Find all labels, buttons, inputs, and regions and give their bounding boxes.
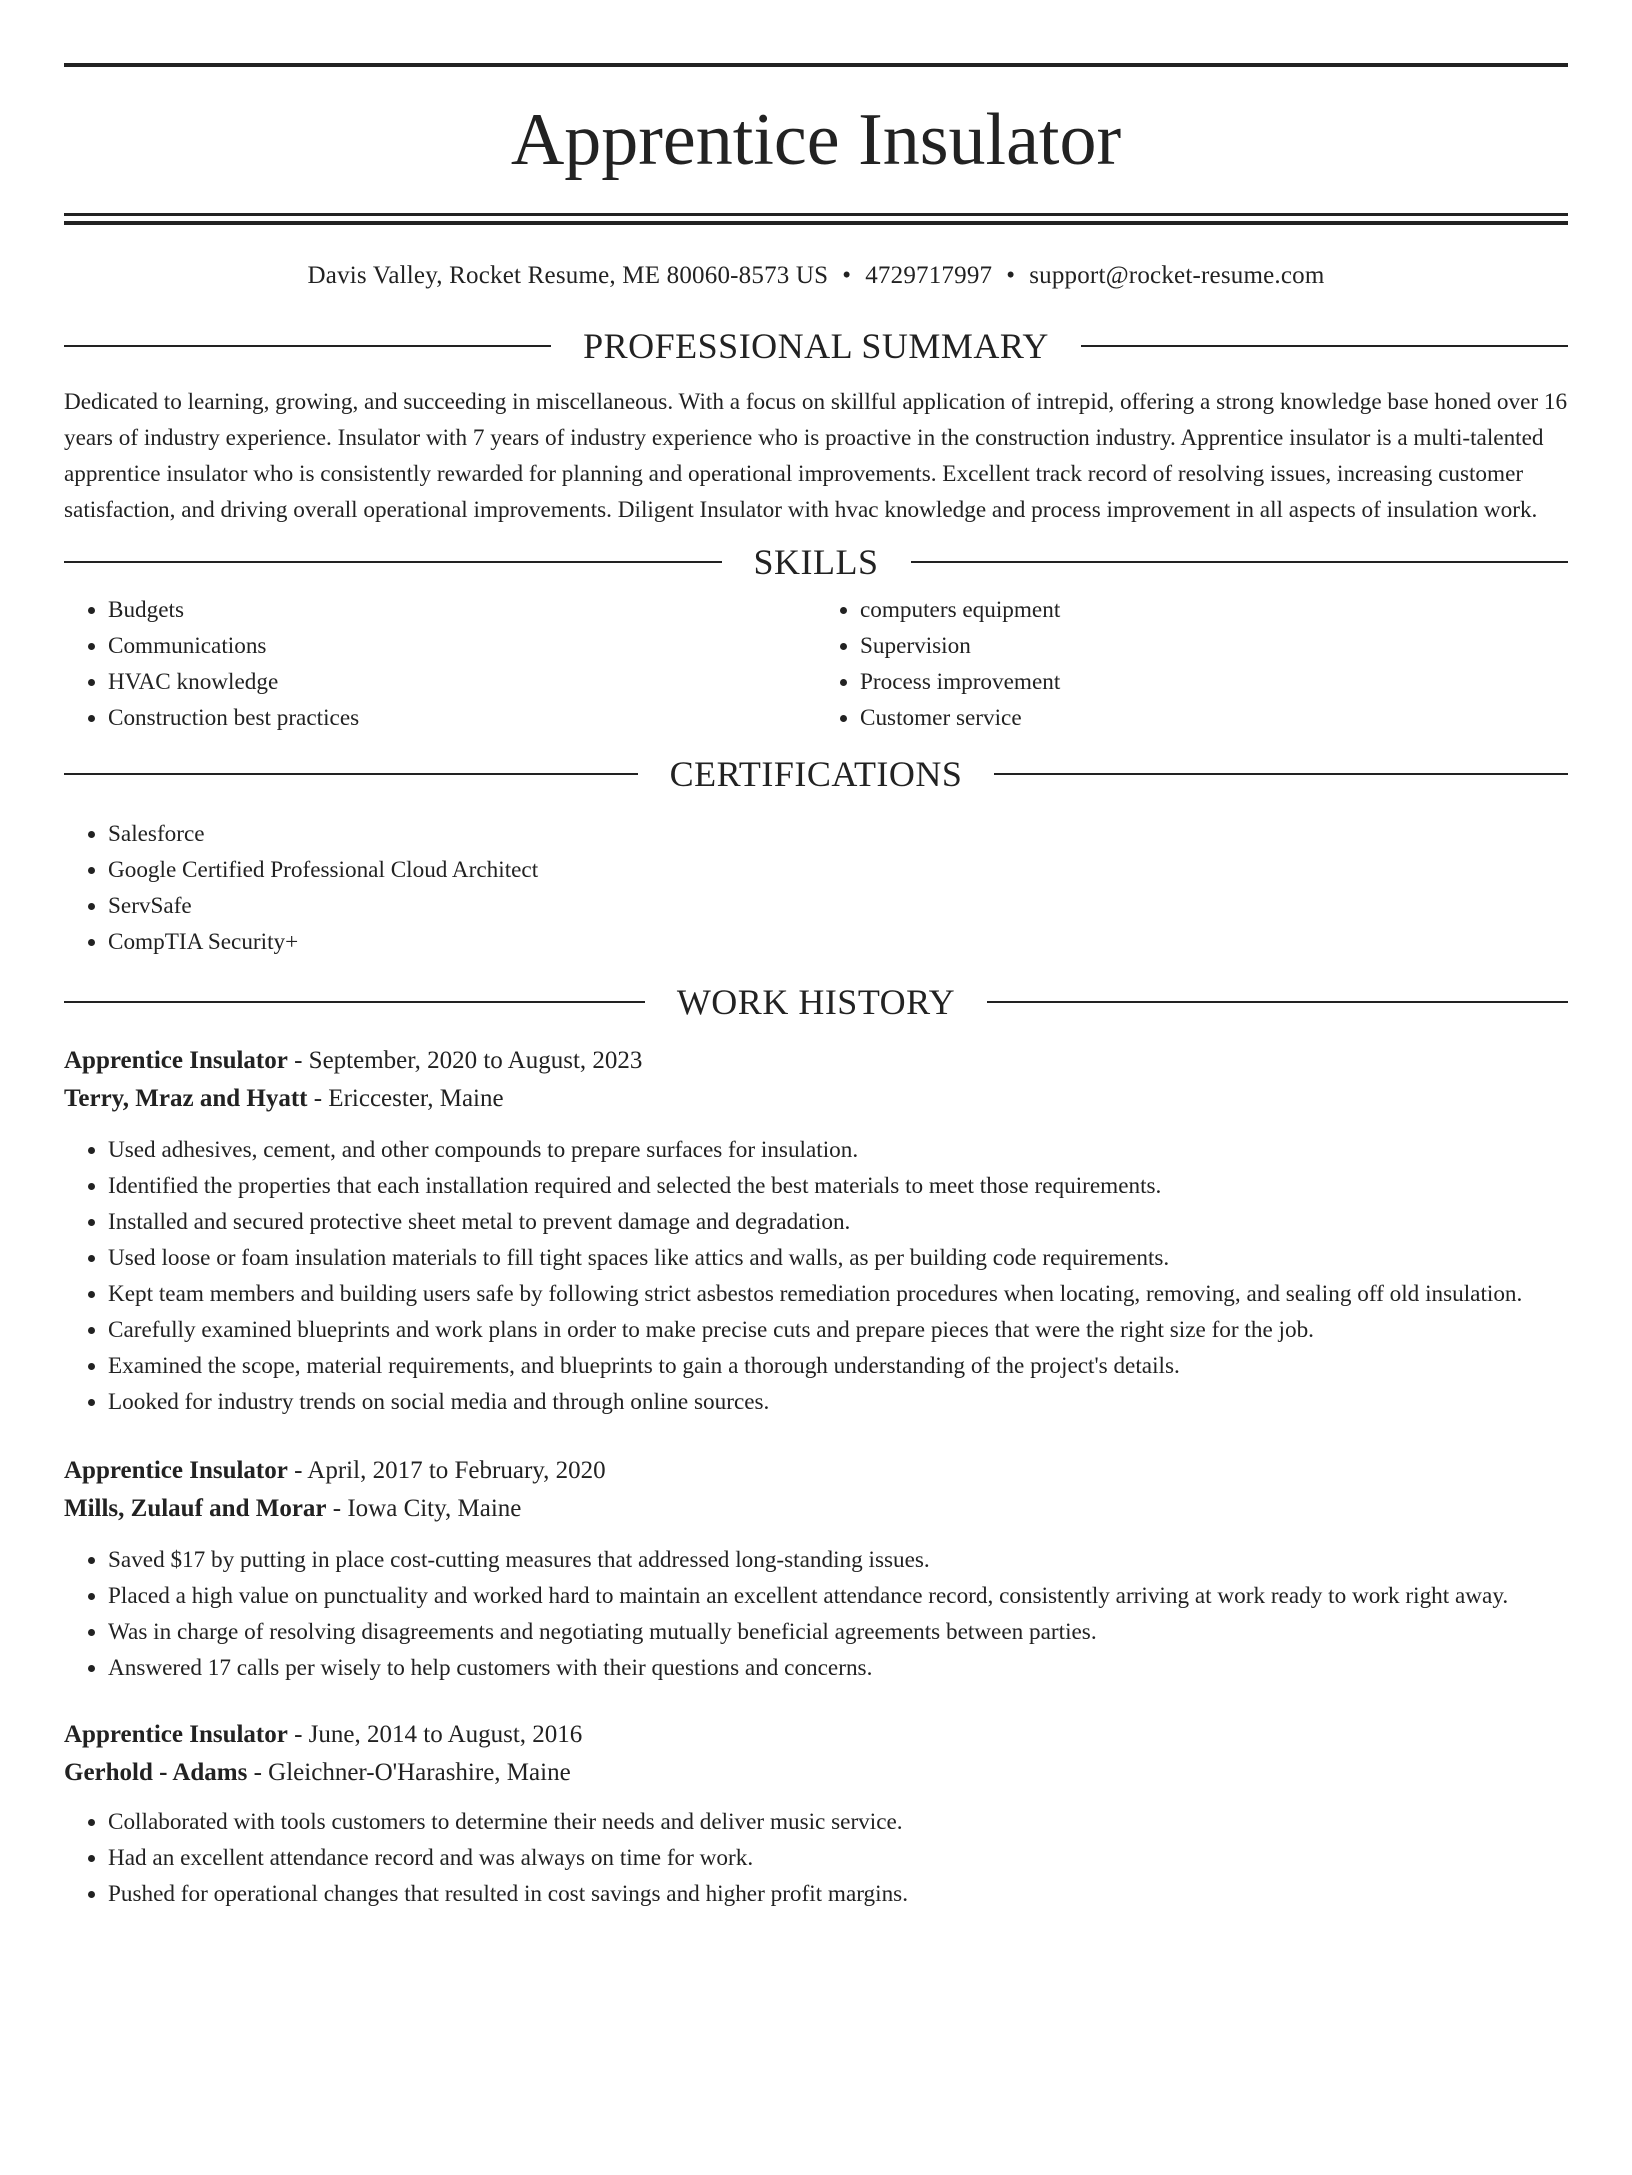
- job-duty: • Carefully examined blueprints and work plans in order to make precise cuts and prepare pieces that were the right size for the job.: [108, 1312, 1568, 1348]
- job-entry: [64, 1042, 1568, 1420]
- job-duties: [64, 1804, 1568, 1912]
- contact-separator: •: [1006, 262, 1016, 289]
- contact-email: support@rocket-resume.com: [1029, 262, 1325, 289]
- job-company-line: [64, 1490, 1568, 1528]
- job-company-line: [64, 1754, 1568, 1792]
- skills-list-right: [816, 592, 1568, 736]
- skill-item: • Supervision: [860, 628, 1568, 664]
- skill-item: • Construction best practices: [108, 700, 816, 736]
- job-title: Apprentice Insulator: [64, 1457, 288, 1484]
- job-company: Terry, Mraz and Hyatt: [64, 1085, 308, 1112]
- work-heading: WORK HISTORY: [676, 982, 956, 1022]
- job-entry: [64, 1716, 1568, 1912]
- job-duty: • Had an excellent attendance record and was always on time for work.: [108, 1840, 1568, 1876]
- job-duty: • Looked for industry trends on social media and through online sources.: [108, 1384, 1568, 1420]
- job-location: - Iowa City, Maine: [326, 1495, 522, 1522]
- job-dates: - April, 2017 to February, 2020: [287, 1457, 606, 1484]
- job-title: Apprentice Insulator: [64, 1047, 288, 1074]
- job-company: Gerhold - Adams: [64, 1759, 248, 1786]
- skills-grid: [64, 592, 1568, 736]
- job-duty: • Placed a high value on punctuality and worked hard to maintain an excellent attendance record, consistently arriving at work ready to work right away.: [108, 1578, 1568, 1614]
- skill-item: • Customer service: [860, 700, 1568, 736]
- skill-item: • Budgets: [108, 592, 816, 628]
- job-title-line: [64, 1716, 1568, 1754]
- job-duty: • Collaborated with tools customers to determine their needs and deliver music service.: [108, 1804, 1568, 1840]
- certification-item: • ServSafe: [108, 888, 1568, 924]
- heading-rule: [1081, 345, 1568, 347]
- job-duties: [64, 1542, 1568, 1686]
- job-duty: • Installed and secured protective sheet metal to prevent damage and degradation.: [108, 1204, 1568, 1240]
- summary-section-heading: [64, 328, 1568, 364]
- job-location: - Ericcester, Maine: [307, 1085, 504, 1112]
- resume-name: Apprentice Insulator: [510, 99, 1122, 181]
- job-duty: • Answered 17 calls per wisely to help customers with their questions and concerns.: [108, 1650, 1568, 1686]
- summary-heading: PROFESSIONAL SUMMARY: [583, 326, 1049, 366]
- job-company: Mills, Zulauf and Morar: [64, 1495, 327, 1522]
- resume-page: [0, 63, 1632, 2175]
- job-dates: - September, 2020 to August, 2023: [287, 1047, 643, 1074]
- job-entry: [64, 1452, 1568, 1686]
- job-title-line: [64, 1452, 1568, 1490]
- job-duties: [64, 1132, 1568, 1420]
- job-dates: - June, 2014 to August, 2016: [287, 1721, 583, 1748]
- job-location: - Gleichner-O'Harashire, Maine: [247, 1759, 571, 1786]
- contact-separator: •: [842, 262, 852, 289]
- certifications-section-heading: [64, 756, 1568, 792]
- skill-item: • Communications: [108, 628, 816, 664]
- job-duty: • Examined the scope, material requirements, and blueprints to gain a thorough understanding of the project's details.: [108, 1348, 1568, 1384]
- skill-item: • Process improvement: [860, 664, 1568, 700]
- header-double-rule: [64, 213, 1568, 225]
- job-company-line: [64, 1080, 1568, 1118]
- top-rule: [64, 63, 1568, 67]
- certification-item: • CompTIA Security+: [108, 924, 1568, 960]
- certification-item: • Salesforce: [108, 816, 1568, 852]
- job-duty: • Used adhesives, cement, and other compounds to prepare surfaces for insulation.: [108, 1132, 1568, 1168]
- heading-rule: [987, 1001, 1568, 1003]
- skill-item: • computers equipment: [860, 592, 1568, 628]
- heading-rule: [64, 561, 722, 563]
- job-title-line: [64, 1042, 1568, 1080]
- skills-heading: SKILLS: [753, 542, 879, 582]
- contact-phone: 4729717997: [865, 262, 993, 289]
- job-duty: • Identified the properties that each installation required and selected the best materials to meet those requirements.: [108, 1168, 1568, 1204]
- job-duty: • Pushed for operational changes that resulted in cost savings and higher profit margins.: [108, 1876, 1568, 1912]
- skills-section-heading: [64, 544, 1568, 580]
- skills-list-left: [64, 592, 816, 736]
- skill-item: • HVAC knowledge: [108, 664, 816, 700]
- work-section-heading: [64, 984, 1568, 1020]
- job-duty: • Used loose or foam insulation materials to fill tight spaces like attics and walls, as per building code requirements.: [108, 1240, 1568, 1276]
- heading-rule: [64, 345, 551, 347]
- summary-text: Dedicated to learning, growing, and succeeding in miscellaneous. With a focus on skillful application of intrepid, offering a strong knowledge base honed over 16 years of industry experience. Insulator with 7 years of industry experience who is proactive in the construction industry. Apprentice insulator is a multi-talented apprentice insulator who is consistently rewarded for planning and operational improvements. Excellent track record of resolving issues, increasing customer satisfaction, and driving overall operational improvements. Diligent Insulator with hvac knowledge and process improvement in all aspects of insulation work.: [64, 389, 1568, 523]
- job-title: Apprentice Insulator: [64, 1721, 288, 1748]
- job-duty: • Kept team members and building users safe by following strict asbestos remediation procedures when locating, removing, and sealing off old insulation.: [108, 1276, 1568, 1312]
- heading-rule: [64, 1001, 645, 1003]
- contact-address: Davis Valley, Rocket Resume, ME 80060-8573 US: [307, 262, 829, 289]
- heading-rule: [994, 773, 1568, 775]
- certifications-list: [64, 816, 1568, 960]
- contact-line: [64, 263, 1568, 288]
- heading-rule: [64, 773, 638, 775]
- certification-item: • Google Certified Professional Cloud Architect: [108, 852, 1568, 888]
- heading-rule: [911, 561, 1569, 563]
- job-duty: • Saved $17 by putting in place cost-cutting measures that addressed long-standing issues.: [108, 1542, 1568, 1578]
- certifications-heading: CERTIFICATIONS: [669, 754, 963, 794]
- job-duty: • Was in charge of resolving disagreements and negotiating mutually beneficial agreements between parties.: [108, 1614, 1568, 1650]
